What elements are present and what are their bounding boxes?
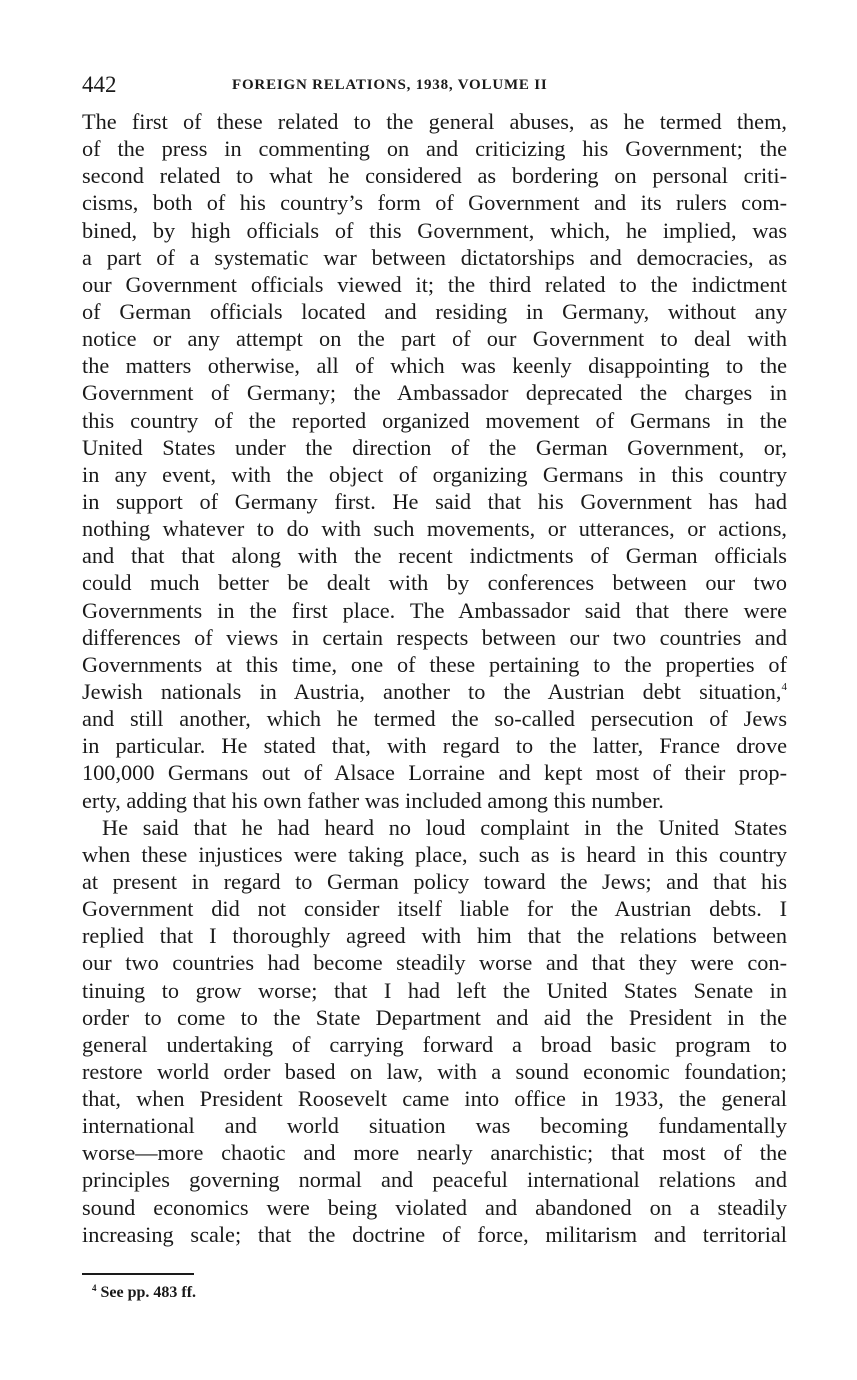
- text-line: United States under the direction of the German Government, or,: [82, 434, 787, 460]
- text-line: our Government officials viewed it; the third related to the indictment: [82, 271, 787, 297]
- text-line: could much better be dealt with by conferences between our two: [82, 570, 787, 596]
- text-line: general undertaking of carrying forward a broad basic program to: [82, 1031, 787, 1057]
- text-line: that, when President Roosevelt came into office in 1933, the general: [82, 1086, 787, 1112]
- footnote-marker: 4: [92, 1283, 97, 1293]
- text-line: Governments at this time, one of these pertaining to the properties of: [82, 651, 787, 677]
- text-line: order to come to the State Department and aid the President in the: [82, 1004, 787, 1030]
- text-line: of the press in commenting on and criticizing his Government; the: [82, 136, 787, 162]
- text-line: replied that I thoroughly agreed with him that the relations between: [82, 923, 787, 949]
- text-line: The first of these related to the general abuses, as he termed them,: [82, 109, 787, 134]
- page-number: 442: [82, 72, 117, 97]
- text-line: increasing scale; that the doctrine of force, militarism and territorial: [82, 1221, 787, 1247]
- text-line: worse—more chaotic and more nearly anarchistic; that most of the: [82, 1140, 787, 1166]
- footnote-reference[interactable]: 4: [781, 680, 787, 693]
- text-line: cisms, both of his country’s form of Government and its rulers com-: [82, 190, 787, 216]
- text-line: the matters otherwise, all of which was keenly disappointing to the: [82, 353, 787, 379]
- text-line-content: Jewish nationals in Austria, another to the Austrian debt situation,: [82, 678, 782, 704]
- text-line: in particular. He stated that, with regard to the latter, France drove: [82, 733, 787, 759]
- text-line: and still another, which he termed the so-called persecution of Jews: [82, 706, 787, 732]
- text-line: 100,000 Germans out of Alsace Lorraine and kept most of their prop-: [82, 760, 787, 786]
- text-line: of German officials located and residing in Germany, without any: [82, 298, 787, 324]
- page-header: [82, 68, 787, 108]
- text-line: international and world situation was becoming fundamentally: [82, 1113, 787, 1139]
- text-line: tinuing to grow worse; that I had left the United States Senate in: [82, 977, 787, 1003]
- text-line: sound economics were being violated and abandoned on a steadily: [82, 1194, 787, 1220]
- text-line: erty, adding that his own father was included among this number.: [82, 787, 664, 813]
- text-line: and that that along with the recent indictments of German officials: [82, 543, 787, 569]
- text-line: in any event, with the object of organizing Germans in this country: [82, 461, 787, 487]
- text-line: when these injustices were taking place, such as is heard in this country: [82, 841, 787, 867]
- body-text: [82, 108, 787, 1248]
- text-line: He said that he had heard no loud complaint in the United States: [102, 814, 787, 840]
- text-line: second related to what he considered as bordering on personal criti-: [82, 163, 787, 189]
- text-line: at present in regard to German policy toward the Jews; and that his: [82, 868, 787, 894]
- text-line: principles governing normal and peaceful international relations and: [82, 1167, 787, 1193]
- document-page: [82, 68, 787, 1301]
- running-head: FOREIGN RELATIONS, 1938, VOLUME II: [232, 77, 548, 93]
- text-line: Government of Germany; the Ambassador deprecated the charges in: [82, 380, 787, 406]
- text-line: notice or any attempt on the part of our Government to deal with: [82, 326, 787, 352]
- footnote-divider: [82, 1273, 194, 1275]
- text-line: in support of Germany first. He said that his Government has had: [82, 488, 787, 514]
- text-line: Government did not consider itself liable for the Austrian debts. I: [82, 896, 787, 922]
- text-line: a part of a systematic war between dictatorships and democracies, as: [82, 244, 787, 270]
- footnote: [92, 1284, 196, 1302]
- text-line-with-footnote: [82, 678, 787, 705]
- text-line: our two countries had become steadily worse and that they were con-: [82, 950, 787, 976]
- footnote-text: See pp. 483 ff.: [100, 1284, 197, 1301]
- text-line: nothing whatever to do with such movements, or utterances, or actions,: [82, 516, 787, 542]
- text-line: Governments in the first place. The Ambassador said that there were: [82, 597, 787, 623]
- text-line: bined, by high officials of this Government, which, he implied, was: [82, 217, 787, 243]
- text-line: restore world order based on law, with a sound economic foundation;: [82, 1058, 787, 1084]
- text-line: differences of views in certain respects between our two countries and: [82, 624, 787, 650]
- text-line: this country of the reported organized movement of Germans in the: [82, 407, 787, 433]
